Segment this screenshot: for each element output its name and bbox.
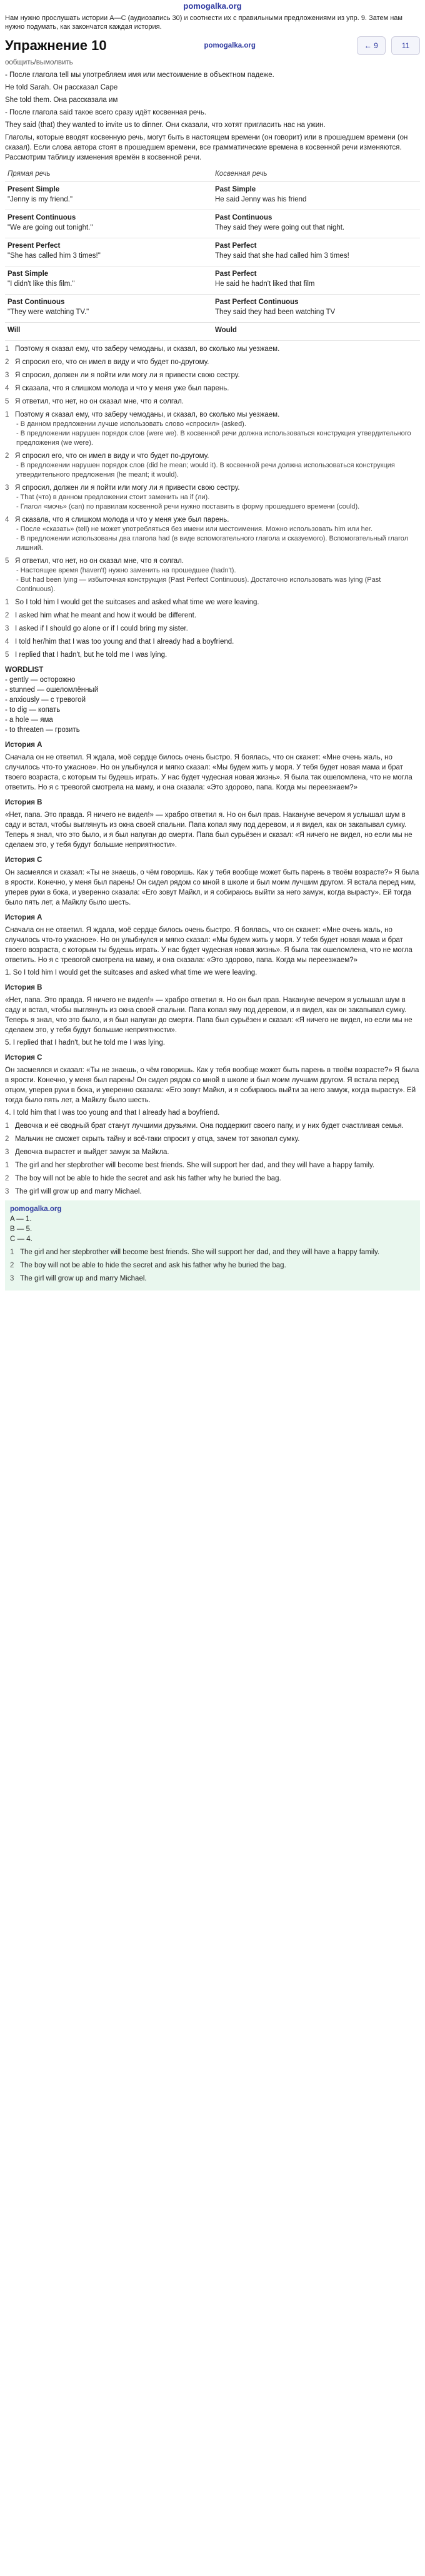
tense-name: Past Perfect Continuous bbox=[215, 298, 299, 306]
table-row bbox=[5, 266, 420, 295]
table-row bbox=[5, 182, 420, 210]
word-item: - to threaten — грозить bbox=[5, 726, 80, 734]
tense-name: Present Simple bbox=[8, 186, 60, 193]
tense-table bbox=[5, 166, 420, 341]
table-row bbox=[5, 238, 420, 266]
story-text: «Нет, папа. Это правда. Я ничего не видел!» — храбро ответил я. Но он был прав. Накануне вечером я услышал шум в саду и встал, чтобы выглянуть из окна своей спальни. Папа копал яму под деревом, и я видел, как он закапывал сумку. Теперь я знал, что это было, и я был напуган до смерти. Папа был сурьёзен и сказал: «Я ничего не видел, но если мы не сделаем это, у тебя будут большие неприятности». bbox=[5, 811, 412, 849]
note: She told them. Она рассказала им bbox=[5, 96, 118, 104]
list-item: 1 So I told him I would get the suitcases and asked what time we were leaving. bbox=[5, 599, 259, 606]
note: - После глагола tell мы употребляем имя или местоимение в объектном падеже. bbox=[5, 71, 274, 79]
english-answers bbox=[5, 597, 420, 660]
tense-example: They said they had been watching TV bbox=[215, 308, 336, 316]
table-header: Косвенная речь bbox=[212, 166, 420, 182]
tense-example: He said he hadn't liked that film bbox=[215, 280, 315, 288]
watermark: pomogalka.org bbox=[10, 1205, 62, 1213]
list-item: 5 I replied that I hadn't, but he told me I was lying. bbox=[5, 651, 168, 659]
watermark: pomogalka.org bbox=[204, 42, 256, 49]
list-block bbox=[5, 344, 420, 407]
list-item: 2 I asked him what he meant and how it would be different. bbox=[5, 612, 197, 619]
list-item: 2 The boy will not be able to hide the secret and ask his father why he buried the bag. bbox=[5, 1175, 281, 1182]
tense-name: Past Perfect bbox=[215, 270, 257, 278]
table-header: Прямая речь bbox=[5, 166, 212, 182]
list-item: 2 Я спросил его, что он имел в виду и что будет по-другому. - В предложении нарушен порядок слов (did he mean; would it). В косвенной речи должна использоваться конструкция утвердительного предложения (he meant; it would). bbox=[5, 452, 395, 479]
endings-list bbox=[5, 1121, 420, 1197]
wordlist-title: WORDLIST bbox=[5, 666, 44, 674]
list-item: 1 The girl and her stepbrother will become best friends. She will support her dad, and they will have a happy family. bbox=[5, 1162, 375, 1169]
tense-example: He said Jenny was his friend bbox=[215, 196, 307, 203]
story-heading: История C bbox=[5, 1054, 42, 1062]
list-item: 4 Я сказала, что я слишком молода и что у меня уже был парень. bbox=[5, 385, 229, 392]
tense-name: Past Continuous bbox=[215, 214, 272, 221]
tense-name: Past Continuous bbox=[8, 298, 65, 306]
tense-example: "They were watching TV." bbox=[8, 308, 89, 316]
tense-name: Present Continuous bbox=[8, 214, 76, 221]
tense-example: "Jenny is my friend." bbox=[8, 196, 73, 203]
list-item: 3 Я спросил, должен ли я пойти или могу ли я привести свою сестру. bbox=[5, 372, 240, 379]
list-item: 3 I asked if I should go alone or if I could bring my sister. bbox=[5, 625, 188, 632]
answer-sentence: 1. So I told him I would get the suitcases and asked what time we were leaving. bbox=[5, 969, 258, 976]
note: He told Sarah. Он рассказал Саре bbox=[5, 84, 118, 91]
tense-name: Past Simple bbox=[8, 270, 49, 278]
word-item: - gently — осторожно bbox=[5, 676, 76, 684]
answer-item: B — 5. bbox=[10, 1225, 32, 1233]
story-text: Сначала он не ответил. Я ждала, моё сердце билось очень быстро. Я боялась, что он скажет: «Мне очень жаль, но случилось что-то ужасное». Но он улыбнулся и мягко сказал: «Мы будем жить у моря. У тебя будет новая мама и брат твоего возраста, с которым ты будешь играть. У нас будет чудесная новая жизнь». Я была так ошеломлена, что не могла ответить. Но я с тревогой смотрела на маму, и она сказала: «Это здорово, папа. Когда мы переезжаем?» bbox=[5, 754, 412, 791]
note: Глаголы, которые вводят косвенную речь, могут быть в настоящем времени (он говорит) или в прошедшем времени (он сказал). Если слова автора стоят в прошедшем времени, все грамматические времена в косвенной речи изменяются. Рассмотрим таблицу изменения времён в косвенной речи. bbox=[5, 134, 408, 161]
story-heading: История C bbox=[5, 856, 42, 864]
word-item: - a hole — яма bbox=[5, 716, 53, 724]
word-item: - stunned — ошеломлённый bbox=[5, 686, 99, 694]
tense-example: "She has called him 3 times!" bbox=[8, 252, 101, 260]
story-text: Он засмеялся и сказал: «Ты не знаешь, о чём говоришь. Как у тебя вообще может быть парень в твоём возрасте?» Я была в ярости. Конечно, у меня был парень! Он сидел рядом со мной в школе и был моим лучшим другом. Я встала перед ним, уперев руки в бока, и уверенно сказала: «Его зовут Майкл, и я собираюсь выйти за него замуж, когда вырасту». Ей тогда было пять лет, а Майклу было шесть. bbox=[5, 869, 419, 906]
table-row bbox=[5, 295, 420, 323]
word-item: - anxiously — с тревогой bbox=[5, 696, 86, 704]
story-text: «Нет, папа. Это правда. Я ничего не видел!» — храбро ответил я. Но он был прав. Накануне вечером я услышал шум в саду и встал, чтобы выглянуть из окна своей спальни. Папа копал яму под деревом, и я видел, как он закапывал сумку. Теперь я знал, что это было, и я был напуган до смерти. Папа был сурьёзен и сказал: «Я ничего не видел, но если мы не сделаем это, у тебя будут большие неприятности». bbox=[5, 996, 412, 1034]
list-item: 3 Девочка вырастет и выйдет замуж за Майкла. bbox=[5, 1149, 169, 1156]
prev-exercise-button[interactable]: ← 9 bbox=[357, 36, 386, 55]
list-item: 4 I told her/him that I was too young and that I already had a boyfriend. bbox=[5, 638, 234, 646]
list-item: 1 Поэтому я сказал ему, что заберу чемоданы, и сказал, во сколько мы уезжаем. - В данном предложении лучше использовать слово «спросил» (asked). - В предложении нарушен порядок слов (were we). В косвенной речи должна использоваться конструкция утвердительного предложения (we were). bbox=[5, 411, 411, 447]
list-item: 5 Я ответил, что нет, но он сказал мне, что я солгал. - Настоящее время (haven't) нужно заменить на прошедшее (hadn't). - But had been lying — избыточная конструкция (Past Perfect Continuous). Достаточно использовать was lying (Past Continuous). bbox=[5, 557, 381, 593]
table-row bbox=[5, 323, 420, 341]
tense-example: They said that she had called him 3 times! bbox=[215, 252, 349, 260]
list-item: 1 Девочка и её сводный брат станут лучшими друзьями. Она поддержит своего папу, и у них будет счастливая семья. bbox=[5, 1122, 404, 1130]
answer-item: C — 4. bbox=[10, 1235, 32, 1243]
next-exercise-button[interactable]: 11 bbox=[391, 36, 420, 55]
story-heading: История B bbox=[5, 799, 42, 806]
exercise-title: Упражнение 10 bbox=[5, 38, 107, 53]
list-item: 1 The girl and her stepbrother will become best friends. She will support her dad, and they will have a happy family. bbox=[10, 1249, 380, 1256]
answer-sentence: 4. I told him that I was too young and that I already had a boyfriend. bbox=[5, 1109, 220, 1117]
note: They said (that) they wanted to invite us to dinner. Они сказали, что хотят пригласить нас на ужин. bbox=[5, 121, 326, 129]
word-item: - to dig — копать bbox=[5, 706, 61, 714]
story-text: Сначала он не ответил. Я ждала, моё сердце билось очень быстро. Я боялась, что он скажет: «Мне очень жаль, но случилось что-то ужасное». Но он улыбнулся и мягко сказал: «Мы будем жить у моря. У тебя будет новая мама и брат твоего возраста, с которым ты будешь играть. У нас будет чудесная новая жизнь». Я была так ошеломлена, что не могла ответить. Но я с тревогой смотрела на маму, и она сказала: «Это здорово, папа. Когда мы переезжаем?» bbox=[5, 926, 412, 964]
watermark-top: pomogalka.org bbox=[183, 1, 242, 11]
tense-example: "I didn't like this film." bbox=[8, 280, 75, 288]
list-item: 2 Я спросил его, что он имел в виду и что будет по-другому. bbox=[5, 358, 209, 366]
answer-item: A — 1. bbox=[10, 1215, 32, 1223]
intro-text: Нам нужно прослушать истории A—C (аудиозапись 30) и соотнести их с правильными предложениями из упр. 9. Затем нам нужно подумать, как закончатся каждая история. bbox=[5, 14, 402, 31]
list-item: 2 Мальчик не сможет скрыть тайну и всё-таки спросит у отца, зачем тот закопал сумку. bbox=[5, 1135, 300, 1143]
tense-name: Past Perfect bbox=[215, 242, 257, 250]
tense-example: They said they were going out that night. bbox=[215, 224, 345, 231]
story-heading: История B bbox=[5, 984, 42, 991]
story-text: Он засмеялся и сказал: «Ты не знаешь, о чём говоришь. Как у тебя вообще может быть парень в твоём возрасте?» Я была в ярости. Конечно, у меня был парень! Он сидел рядом со мной в школе и был моим лучшим другом. Я встала перед отцом, уперев руки в бока, и уверенно сказала: «Его зовут Майкл, и я собираюсь выйти за него замуж, когда вырасту». Ей тогда было пять лет, а Майклу было шесть. bbox=[5, 1067, 419, 1104]
tense-example: "We are going out tonight." bbox=[8, 224, 93, 231]
tense-name: Past Simple bbox=[215, 186, 256, 193]
corrections-block bbox=[5, 410, 420, 594]
tense-name: Will bbox=[8, 327, 21, 334]
list-item: 1 Поэтому я сказал ему, что заберу чемоданы, и сказал, во сколько мы уезжаем. bbox=[5, 345, 280, 353]
list-item: 3 The girl will grow up and marry Michael. bbox=[10, 1275, 147, 1282]
answer-key bbox=[5, 1200, 420, 1291]
answer-sentence: 5. I replied that I hadn't, but he told me I was lying. bbox=[5, 1039, 165, 1047]
story-heading: История A bbox=[5, 914, 42, 921]
list-item: 5 Я ответил, что нет, но он сказал мне, что я солгал. bbox=[5, 398, 184, 405]
note: - После глагола said такое всего сразу идёт косвенная речь. bbox=[5, 109, 207, 116]
list-item: 3 Я спросил, должен ли я пойти или могу ли я привести свою сестру. - That (что) в данном предложении стоит заменить на if (ли). - Глагол «мочь» (can) по правилам косвенной речи нужно поставить в форму прошедшего времени (could). bbox=[5, 484, 360, 510]
note: ообщить/вымолвить bbox=[5, 59, 73, 66]
list-item: 4 Я сказала, что я слишком молода и что у меня уже был парень. - После «сказать» (tell) не может употребляться без имени или местоимения. Можно использовать him или her. - В предложении использованы два глагола had (в виде вспомогательного глагола и сказуемого). Вспомогательный глагол лишний. bbox=[5, 516, 409, 552]
wordlist bbox=[5, 675, 420, 735]
list-item: 2 The boy will not be able to hide the secret and ask his father why he buried the bag. bbox=[10, 1262, 286, 1269]
list-item: 3 The girl will grow up and marry Michael. bbox=[5, 1188, 142, 1195]
table-row bbox=[5, 210, 420, 238]
exercise-header bbox=[5, 36, 420, 55]
tense-name: Would bbox=[215, 327, 237, 334]
story-heading: История A bbox=[5, 741, 42, 749]
tense-name: Present Perfect bbox=[8, 242, 61, 250]
